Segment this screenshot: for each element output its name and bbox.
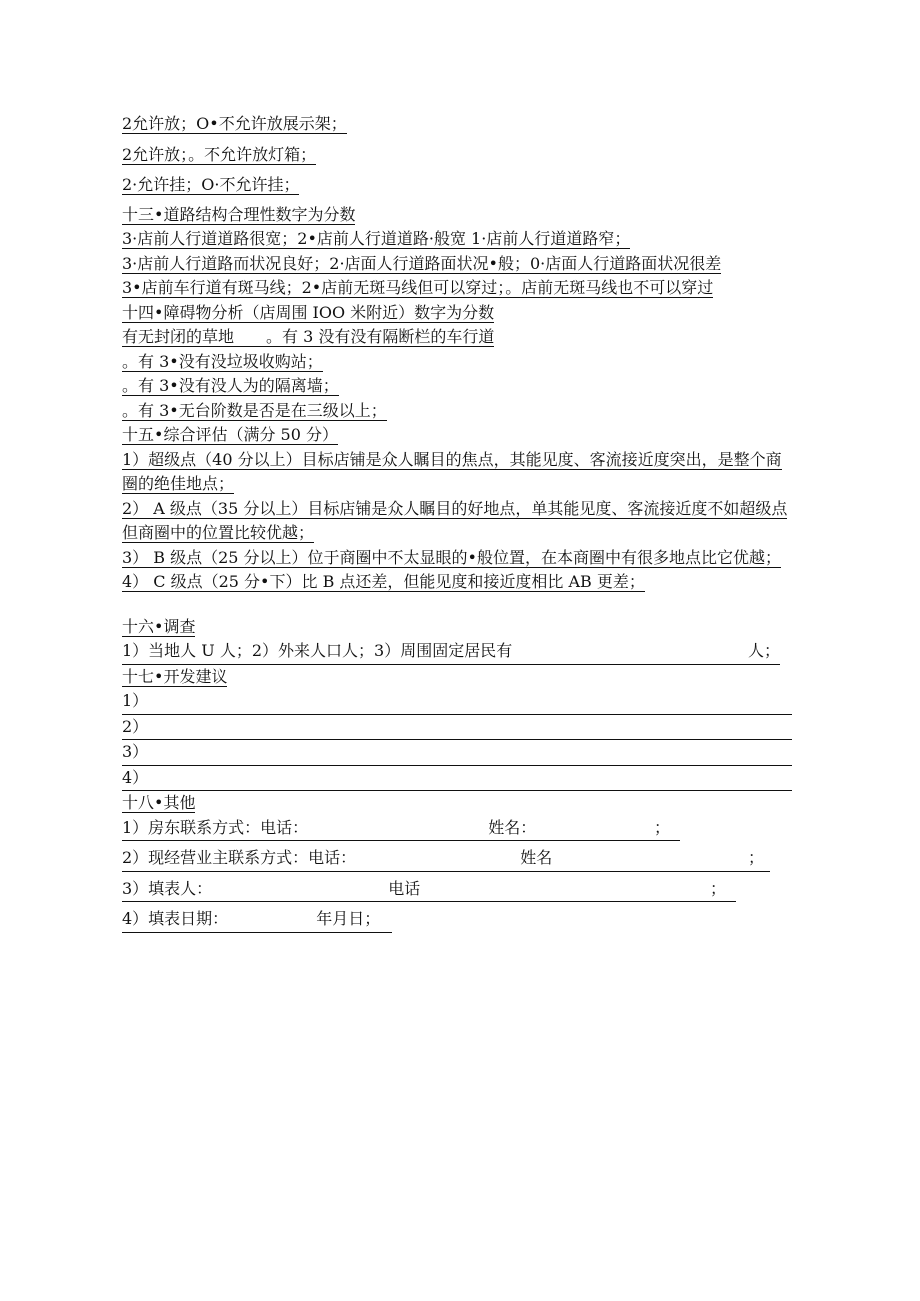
section-17-title: 十七•开发建议: [122, 666, 228, 686]
line-display-rack: 2允许放；O•不允许放展示架；: [122, 114, 347, 133]
s16-line-1: 1）当地人 U 人；2）外来人口人；3）周围固定居民有 人；: [122, 639, 780, 665]
section-14-title: 十四•障碍物分析（店周围 IOO 米附近）数字为分数: [122, 302, 495, 322]
document-page: [122, 112, 794, 933]
suggestion-row-3: 3）: [122, 740, 792, 766]
filler-row: 3）填表人： 电话 ；: [122, 877, 736, 903]
s14-line-3: 。有 3•没有没人为的隔离墙；: [122, 376, 339, 395]
s15-line-1: 1）超级点（40 分以上）目标店铺是众人瞩目的焦点，其能见度、客流接近度突出，是整个商圈的绝佳地点；: [122, 449, 782, 493]
section-13-title: 十三•道路结构合理性数字为分数: [122, 204, 356, 224]
line-lightbox: 2允许放；。不允许放灯箱；: [122, 144, 317, 164]
s13-line-2: 3·店前人行道路而状况良好；2·店面人行道路面状况•般；0·店面人行道路面状况很差: [122, 253, 722, 273]
suggestion-row-1: 1）: [122, 689, 792, 715]
line-hanging: 2·允许挂；O·不允许挂；: [122, 175, 300, 194]
s13-line-1: 3·店前人行道道路很宽；2•店前人行道道路·般宽 1·店前人行道道路窄；: [122, 229, 631, 248]
s13-line-3: 3•店前车行道有斑马线；2•店前无斑马线但可以穿过；。店前无斑马线也不可以穿过: [122, 278, 714, 297]
fill-date-row: 4）填表日期： 年月日；: [122, 907, 392, 933]
landlord-contact-row: 1）房东联系方式：电话： 姓名： ；: [122, 816, 680, 842]
s15-line-2: 2） A 级点（35 分以上）目标店铺是众人瞩目的好地点，单其能见度、客流接近度不如超级点但商圈中的位置比较优越；: [122, 498, 788, 542]
s14-line-4: 。有 3•无台阶数是否是在三级以上；: [122, 400, 387, 420]
operator-contact-row: 2）现经营业主联系方式：电话： 姓名 ；: [122, 846, 770, 872]
s14-line-1: 有无封闭的草地 。有 3 没有没有隔断栏的车行道: [122, 327, 495, 346]
section-15-title: 十五•综合评估（满分 50 分）: [122, 425, 338, 444]
s14-line-2: 。有 3•没有没垃圾收购站；: [122, 351, 323, 371]
s15-line-4: 4） C 级点（25 分•下）比 B 点还差，但能见度和接近度相比 AB 更差；: [122, 572, 645, 591]
s15-line-3: 3） B 级点（25 分以上）位于商圈中不太显眼的•般位置，在本商圈中有很多地点比它优越；: [122, 547, 781, 567]
suggestion-row-4: 4）: [122, 766, 792, 792]
section-18-title: 十八•其他: [122, 793, 196, 812]
suggestion-row-2: 2）: [122, 715, 792, 741]
section-16-title: 十六•调查: [122, 616, 196, 636]
